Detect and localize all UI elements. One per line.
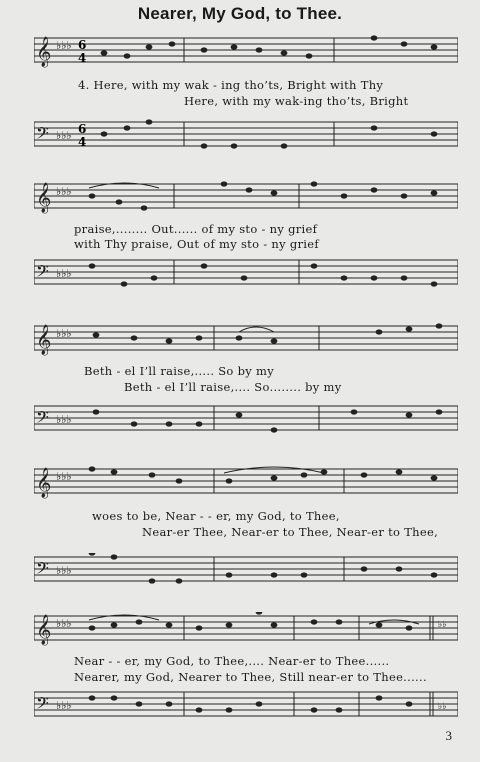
svg-text:♭♭: ♭♭: [438, 702, 447, 712]
lyric-line-1: Beth - el I’ll raise,..... So by my: [84, 364, 275, 378]
bass-staff: [34, 553, 458, 583]
page-number: 3: [445, 728, 452, 743]
svg-text:♭♭♭: ♭♭♭: [56, 129, 72, 142]
svg-text:♭♭♭: ♭♭♭: [56, 470, 72, 483]
svg-text:♭♭♭: ♭♭♭: [56, 185, 72, 198]
svg-text:♭♭♭: ♭♭♭: [56, 267, 72, 280]
hymn-title: Nearer, My God, to Thee.: [137, 4, 343, 23]
lyric-line-1: 4. Here, with my wak - ing tho’ts, Bright with Thy: [78, 78, 384, 92]
time-signature-bottom: 4: [78, 51, 87, 65]
lyric-line-2: Here, with my wak-ing tho’ts, Bright: [184, 94, 409, 108]
time-signature-top: 6: [78, 122, 87, 136]
time-signature-bottom: 4: [78, 135, 87, 149]
lyric-line-2: Near-er Thee, Near-er to Thee, Near-er to Thee,: [142, 525, 439, 539]
svg-text:𝄞: 𝄞: [36, 183, 52, 213]
treble-staff: [34, 465, 458, 498]
lyric-line-2: with Thy praise, Out of my sto - ny grief: [74, 237, 319, 251]
treble-staff: [34, 34, 458, 67]
svg-text:𝄢: 𝄢: [36, 261, 49, 285]
svg-text:𝄞: 𝄞: [36, 325, 52, 355]
bass-staff: [34, 256, 458, 286]
svg-text:♭♭♭: ♭♭♭: [56, 564, 72, 577]
svg-text:♭♭♭: ♭♭♭: [56, 39, 72, 52]
svg-text:♭♭♭: ♭♭♭: [56, 413, 72, 426]
svg-text:𝄞: 𝄞: [36, 615, 52, 645]
svg-text:♭♭: ♭♭: [438, 620, 447, 630]
lyric-line-2: Beth - el I’ll raise,.... So........ by my: [124, 380, 342, 394]
svg-text:♭♭♭: ♭♭♭: [56, 327, 72, 340]
time-signature-top: 6: [78, 38, 87, 52]
svg-text:♭♭♭: ♭♭♭: [56, 699, 72, 712]
svg-text:𝄢: 𝄢: [36, 558, 49, 582]
svg-text:♭♭♭: ♭♭♭: [56, 617, 72, 630]
lyric-line-2: Nearer, my God, Nearer to Thee, Still near-er to Thee......: [74, 670, 427, 684]
lyric-line-1: Near - - er, my God, to Thee,.... Near-er to Thee......: [74, 654, 390, 668]
svg-text:𝄢: 𝄢: [36, 407, 49, 431]
svg-text:𝄢: 𝄢: [36, 123, 49, 147]
treble-staff: [34, 322, 458, 355]
treble-staff: [34, 180, 458, 213]
svg-text:𝄞: 𝄞: [36, 37, 52, 67]
treble-staff: [34, 612, 458, 645]
lyric-line-1: praise,........ Out...... of my sto - ny grief: [74, 222, 318, 236]
bass-staff: [34, 402, 458, 432]
lyric-line-1: woes to be, Near - - er, my God, to Thee,: [92, 509, 340, 523]
bass-staff: [34, 118, 458, 148]
bass-staff: [34, 688, 458, 718]
svg-text:𝄢: 𝄢: [36, 693, 49, 717]
svg-text:𝄞: 𝄞: [36, 468, 52, 498]
